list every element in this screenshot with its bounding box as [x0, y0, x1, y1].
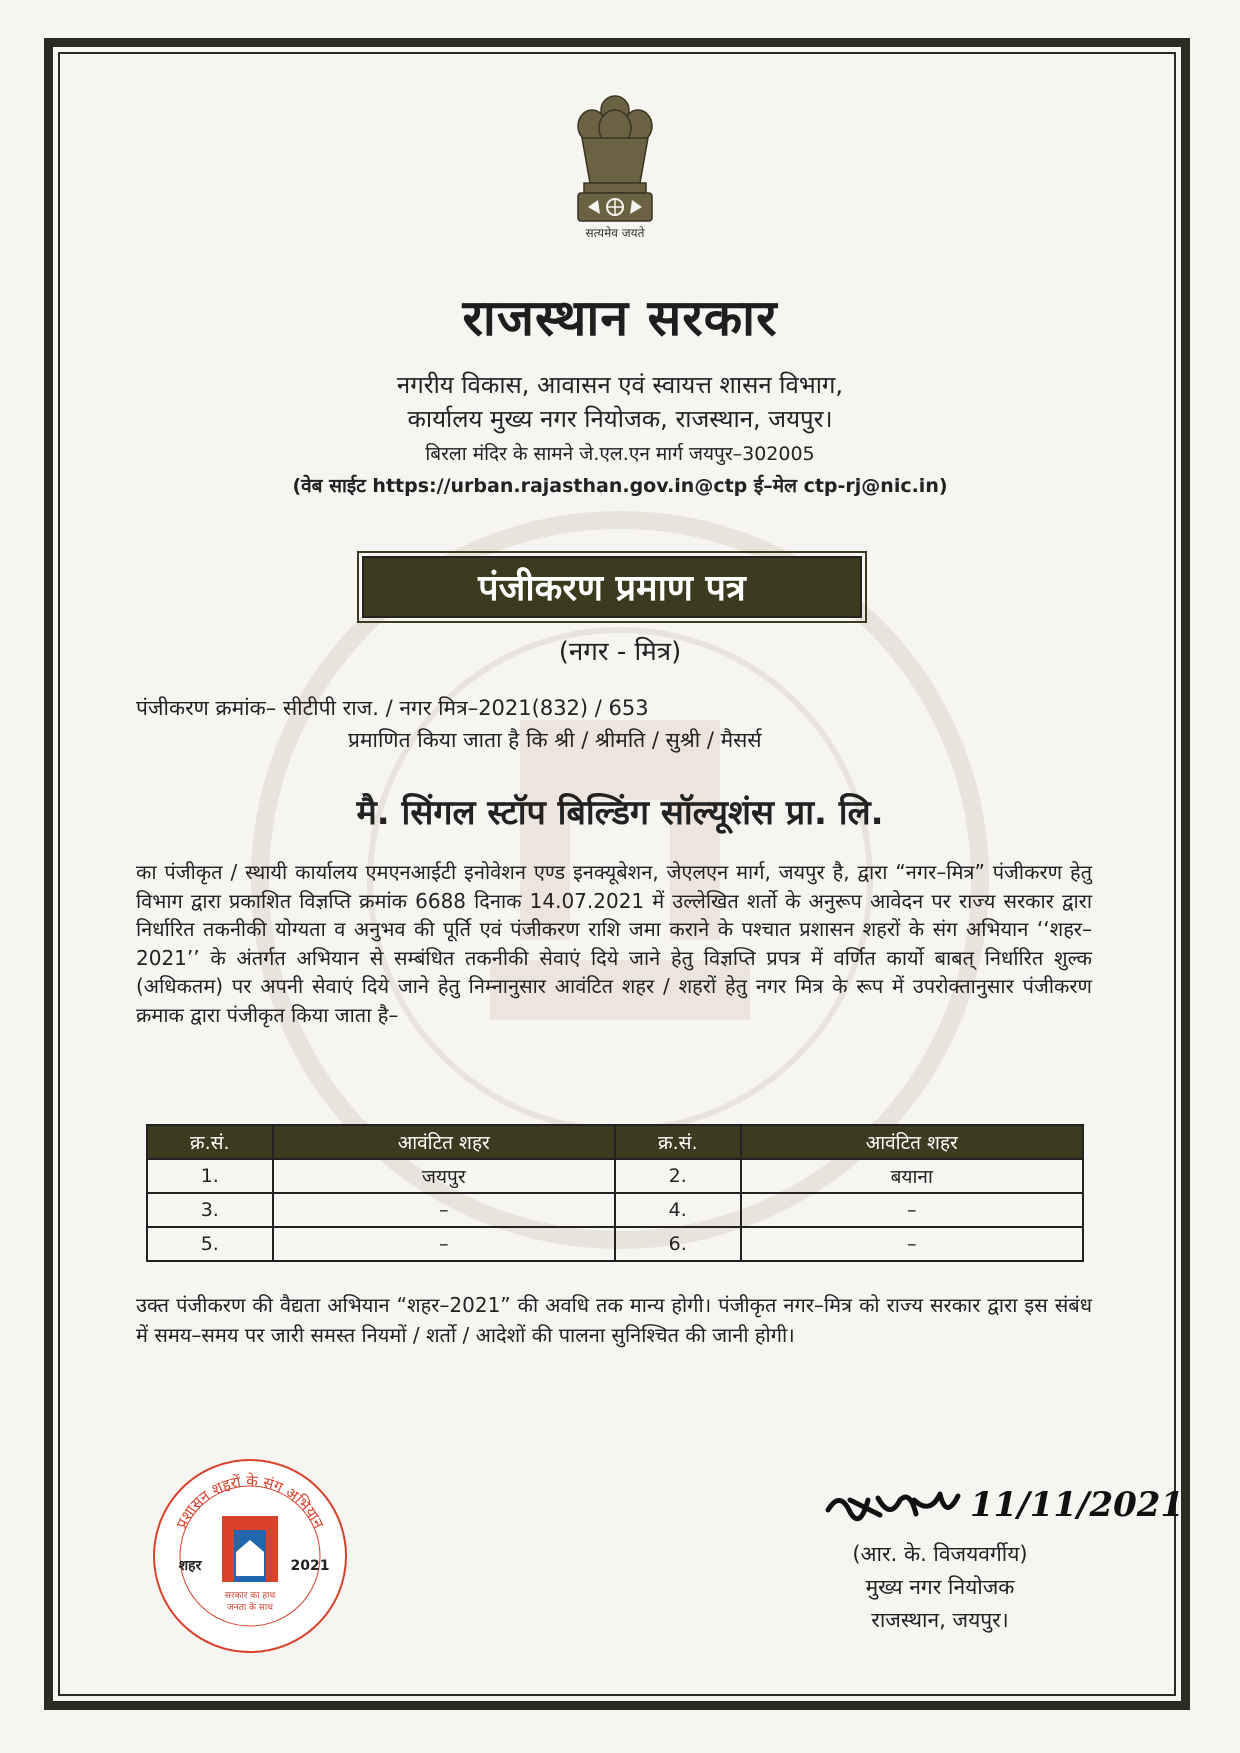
table-cell: –	[741, 1227, 1083, 1261]
campaign-logo	[150, 1456, 350, 1656]
address-line: बिरला मंदिर के सामने जे.एल.एन मार्ग जयपुर–302005	[425, 443, 815, 465]
signatory-name: (आर. के. विजयवर्गीय)	[852, 1542, 1028, 1566]
emblem-motto: सत्यमेव जयते	[585, 226, 645, 240]
table-cell: 2.	[615, 1159, 741, 1193]
table-cell: 3.	[147, 1193, 273, 1227]
table-row	[147, 1193, 1083, 1227]
contact-line: (वेब साईट https://urban.rajasthan.gov.in@ctp ई–मेल ctp-rj@nic.in)	[292, 475, 948, 497]
logo-tagline-1: सरकार का हाथ	[224, 1591, 276, 1601]
allocated-cities-table	[146, 1124, 1084, 1262]
department-line: नगरीय विकास, आवासन एवं स्वायत्त शासन विभाग,	[396, 371, 844, 399]
column-header: क्र.सं.	[615, 1125, 741, 1159]
table-cell: 6.	[615, 1227, 741, 1261]
handwritten-signature	[820, 1470, 1185, 1540]
table-cell: –	[741, 1193, 1083, 1227]
certificate-title: पंजीकरण प्रमाण पत्र	[362, 556, 862, 618]
table-cell: 4.	[615, 1193, 741, 1227]
state-emblem-icon	[560, 88, 670, 238]
logo-left-label: शहर	[178, 1558, 202, 1574]
validity-note: उक्त पंजीकरण की वैद्यता अभियान “शहर–2021” की अवधि तक मान्य होगी। पंजीकृत नगर–मित्र को राज्य सरकार द्वारा इस संबंध में समय–समय पर जारी समस्त नियमों / शर्तो / आदेशों की पालना सुनिश्चित की जानी होगी।	[136, 1293, 1092, 1347]
signature-date: 11/11/2021	[970, 1485, 1185, 1525]
table-cell: 1.	[147, 1159, 273, 1193]
column-header: आवंटित शहर	[741, 1125, 1083, 1159]
signatory-designation: मुख्य नगर नियोजक	[865, 1575, 1015, 1599]
signatory-block	[790, 1538, 1090, 1637]
firm-name: मै. सिंगल स्टॉप बिल्डिंग सॉल्यूशंस प्रा. लि.	[356, 793, 884, 833]
column-header: क्र.सं.	[147, 1125, 273, 1159]
table-row	[147, 1227, 1083, 1261]
table-cell: –	[273, 1227, 615, 1261]
table-cell: बयाना	[741, 1159, 1083, 1193]
certificate-subtitle: (नगर - मित्र)	[558, 637, 682, 667]
table-cell: जयपुर	[273, 1159, 615, 1193]
logo-tagline-2: जनता के साथ	[227, 1603, 273, 1613]
table-cell: 5.	[147, 1227, 273, 1261]
table-cell: –	[273, 1193, 615, 1227]
column-header: आवंटित शहर	[273, 1125, 615, 1159]
certify-line: प्रमाणित किया जाता है कि श्री / श्रीमति / सुश्री / मैसर्स	[348, 728, 762, 752]
registration-number: पंजीकरण क्रमांक– सीटीपी राज. / नगर मित्र–2021(832) / 653	[136, 696, 649, 720]
government-title: राजस्थान सरकार	[462, 289, 778, 347]
logo-arc-text: प्रशासन शहरों के संग अभियान	[172, 1471, 328, 1532]
office-line: कार्यालय मुख्य नगर नियोजक, राजस्थान, जयपुर।	[407, 405, 833, 433]
table-header-row	[147, 1125, 1083, 1159]
certificate-body: का पंजीकृत / स्थायी कार्यालय एमएनआईटी इनोवेशन एण्ड इनक्यूबेशन, जेएलएन मार्ग, जयपुर है, द्वारा “नगर–मित्र” पंजीकरण हेतु विभाग द्वारा प्रकाशित विज्ञप्ति क्रमांक 6688 दिनाक 14.07.2021 में उल्लेखित शर्तो के अनुरूप आवेदन पर राज्य सरकार द्वारा निर्धारित तकनीकी योग्यता व अनुभव की पूर्ति एवं पंजीकरण राशि जमा कराने के पश्चात प्रशासन शहरों के संग अभियान ‘‘शहर–2021’’ के अंतर्गत अभियान से सम्बंधित तकनीकी सेवाएं दिये जाने हेतु विज्ञप्ति प्रपत्र में वर्णित कार्यो बाबत् निर्धारित शुल्क (अधिकतम) पर अपनी सेवाएं दिये जाने हेतु निम्नानुसार आवंटित शहर / शहरों हेतु नगर मित्र के रूप में उपरोक्तानुसार पंजीकरण क्रमाक द्वारा पंजीकृत किया जाता है–	[136, 860, 1092, 1027]
logo-year: 2021	[290, 1558, 330, 1574]
table-row	[147, 1159, 1083, 1193]
signatory-location: राजस्थान, जयपुर।	[871, 1608, 1009, 1632]
